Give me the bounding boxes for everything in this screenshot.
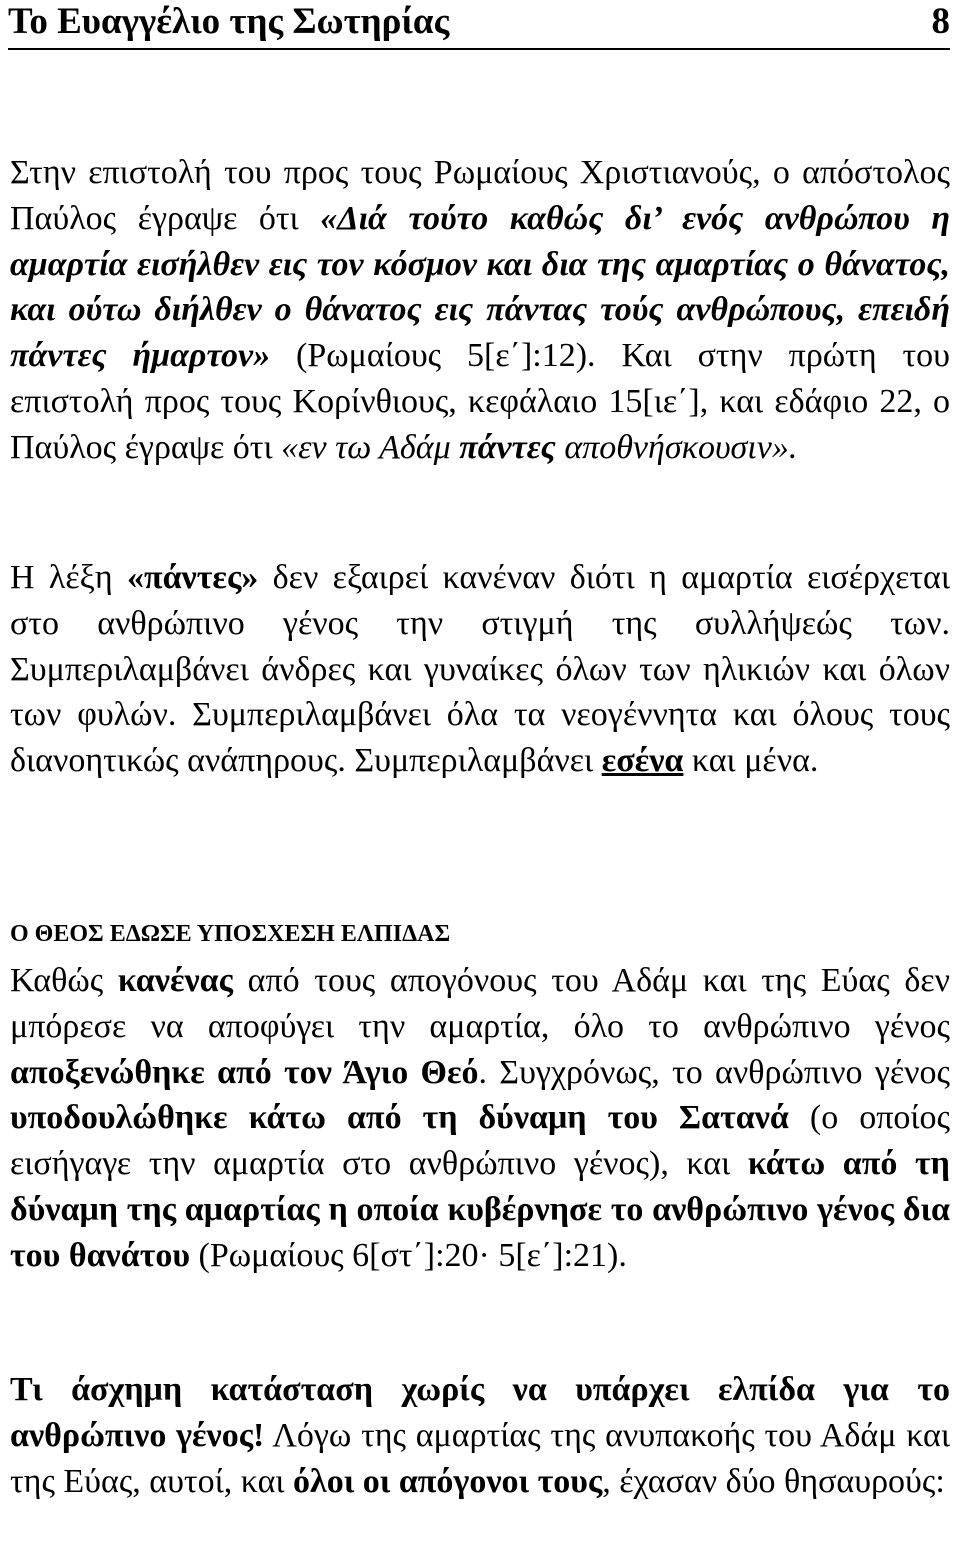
corinthians-quote-start: «εν τω Αδάμ <box>281 428 460 466</box>
corinthians-quote-bold: πάντες <box>459 428 556 466</box>
bold-text: υποδουλώθηκε κάτω από τη δύναμη του Σατανά <box>10 1099 789 1137</box>
text: (ο οποίος εισήγαγε την αμαρτία στο ανθρώπινο γένος), και <box>10 1099 950 1183</box>
bold-text: Τι άσχημη κατάσταση χωρίς να υπάρχει ελπίδα για το ανθρώπινο γένος! <box>10 1371 950 1454</box>
text: δεν εξαιρεί κανέναν διότι η αμαρτία εισέρχεται στο ανθρώπινο γένος την στιγμή της συλλήψεώς των. Συμπεριλαμβάνει άνδρες και γυναίκες όλων των ηλικιών και όλων των φυλών. Συμπεριλαμβάνει όλα τα νεογέννητα και όλους τους διανοητικώς ανάπηρους. Συμπεριλαμβάνει <box>10 559 950 780</box>
section-heading: Ο ΘΕΟΣ ΕΔΩΣΕ ΥΠΟΣΧΕΣΗ ΕΛΠΙΔΑΣ <box>10 921 451 947</box>
paragraph-no-hope <box>10 1367 950 1504</box>
text: Η λέξη <box>10 559 127 596</box>
text: Στην επιστολή του προς τους Ρωμαίους Χριστιανούς, ο απόστολος Παύλος έγραψε ότι <box>10 154 950 237</box>
corinthians-quote-end: αποθνήσκουσιν». <box>555 428 798 466</box>
page-number: 8 <box>931 1 950 42</box>
paragraph-all <box>10 555 950 784</box>
bold-text: κανένας <box>117 962 233 999</box>
text: , έχασαν δύο θησαυρούς: <box>602 1462 945 1500</box>
text: και μένα. <box>683 742 819 780</box>
text: (Ρωμαίους 6[στ΄]:20· 5[ε΄]:21). <box>190 1236 627 1274</box>
romans-quote: «Διά τούτο καθώς δι’ ενός ανθρώπου η αμαρτία εισήλθεν εις τον κόσμον και δια της αμαρτίας ο θάνατος, και ούτω διήλθεν ο θάνατος εις πάντας τούς ανθρώπους, επειδή πάντες ήμαρτον» <box>10 199 950 375</box>
underlined-esena: εσένα <box>601 742 684 780</box>
text: Καθώς <box>10 962 118 999</box>
bold-text: αποξενώθηκε από τον Άγιο Θεό <box>10 1053 479 1091</box>
text: Λόγω της αμαρτίας της ανυπακοής του Αδάμ και της Εύας, αυτοί, και <box>10 1416 950 1500</box>
text: . Συγχρόνως, το ανθρώπινο γένος <box>478 1053 950 1091</box>
document-title: Το Ευαγγέλιο της Σωτηρίας <box>8 1 450 42</box>
text: από τους απογόνους του Αδάμ και της Εύας δεν μπόρεσε να αποφύγει την αμαρτία, όλο το ανθρώπινο γένος <box>10 962 950 1045</box>
bold-text: κάτω από τη δύναμη της αμαρτίας η οποία κυβέρνησε το ανθρώπινο γένος δια του θανάτου <box>10 1145 950 1274</box>
bold-text: όλοι οι απόγονοι τους <box>293 1462 603 1500</box>
text: (Ρωμαίους 5[ε΄]:12). Και στην πρώτη του επιστολή προς τους Κορίνθιους, κεφάλαιο 15[ιε΄], και εδάφιο 22, ο Παύλος έγραψε ότι <box>10 337 951 466</box>
paragraph-separation <box>10 958 950 1279</box>
paragraph-romans <box>10 150 950 471</box>
page-header <box>8 0 950 50</box>
bold-word-pantes: «πάντες» <box>126 559 259 596</box>
